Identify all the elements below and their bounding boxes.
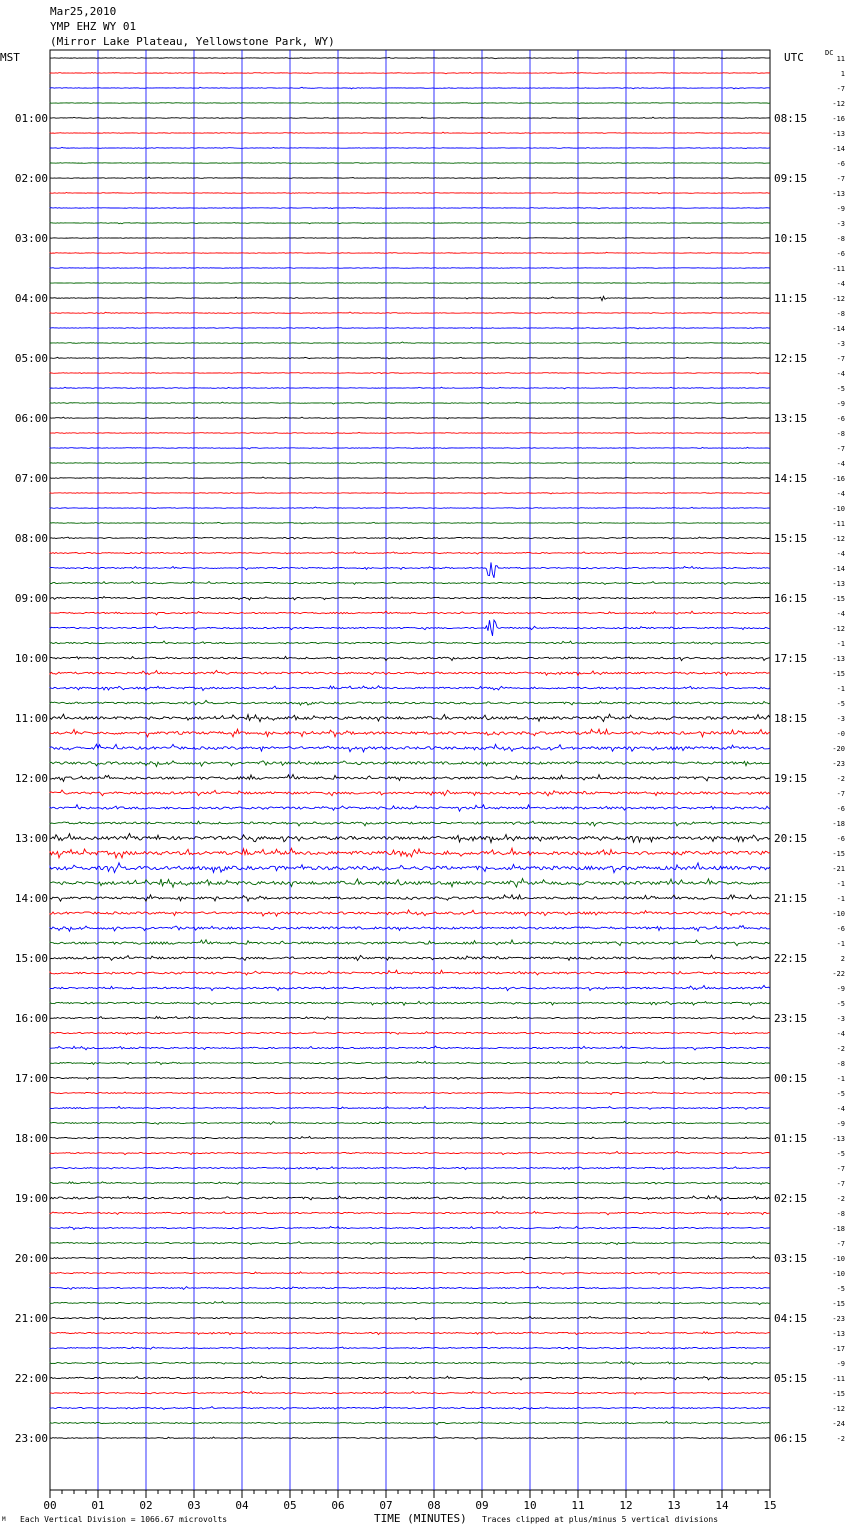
dc-offset-label: -14 <box>832 325 845 333</box>
dc-offset-label: -15 <box>832 1390 845 1398</box>
mst-hour-label: 17:00 <box>14 1072 48 1085</box>
dc-offset-label: -5 <box>836 1090 845 1098</box>
dc-offset-label: -7 <box>836 85 845 93</box>
trace-row <box>50 940 770 946</box>
dc-offset-label: -4 <box>836 1030 845 1038</box>
trace-row <box>50 492 770 494</box>
trace-row <box>50 744 770 752</box>
trace-row <box>50 1167 770 1170</box>
dc-offset-label: -22 <box>832 970 845 978</box>
dc-offset-label: -5 <box>836 385 845 393</box>
trace-row <box>50 790 770 796</box>
dc-offset-label: -4 <box>836 490 845 498</box>
trace-row <box>50 537 770 539</box>
dc-label: DC <box>825 49 834 57</box>
utc-hour-label: 19:15 <box>774 772 808 785</box>
trace-row <box>50 237 770 238</box>
dc-offset-label: -10 <box>832 910 845 918</box>
trace-row <box>50 1151 770 1154</box>
trace-row <box>50 1196 770 1201</box>
trace-row <box>50 926 770 932</box>
dc-offset-label: -2 <box>836 1435 845 1443</box>
utc-hour-label: 22:15 <box>774 952 808 965</box>
trace-row <box>50 1407 770 1410</box>
trace-row <box>50 1286 770 1289</box>
trace-row <box>50 1016 770 1019</box>
dc-offset-label: -10 <box>832 1270 845 1278</box>
dc-offset-label: -11 <box>832 520 845 528</box>
trace-row <box>50 955 770 960</box>
trace-row <box>50 656 770 660</box>
utc-hour-label: 21:15 <box>774 892 808 905</box>
dc-offset-label: -18 <box>832 820 845 828</box>
trace-row <box>50 117 770 119</box>
trace-row <box>50 670 770 675</box>
dc-offset-label: -13 <box>832 655 845 663</box>
mst-hour-label: 12:00 <box>14 772 48 785</box>
x-tick-label: 00 <box>43 1499 57 1512</box>
utc-hour-label: 03:15 <box>774 1252 808 1265</box>
dc-offset-label: -4 <box>836 370 845 378</box>
axis-labels <box>15 55 845 1512</box>
trace-row <box>50 895 770 901</box>
mst-hour-label: 19:00 <box>14 1192 48 1205</box>
utc-hour-label: 09:15 <box>774 172 808 185</box>
x-tick-label: 03 <box>187 1499 201 1512</box>
utc-hour-label: 13:15 <box>774 412 808 425</box>
dc-offset-label: -23 <box>832 1315 845 1323</box>
dc-offset-label: -4 <box>836 280 845 288</box>
dc-offset-label: -7 <box>836 175 845 183</box>
trace-row <box>50 775 770 782</box>
trace-row <box>50 1421 770 1424</box>
trace-row <box>50 1182 770 1185</box>
dc-offset-label: -15 <box>832 850 845 858</box>
dc-offset-label: -9 <box>836 205 845 213</box>
dc-offset-label: -7 <box>836 790 845 798</box>
x-tick-label: 14 <box>715 1499 729 1512</box>
mst-hour-label: 03:00 <box>14 232 48 245</box>
x-tick-label: 11 <box>571 1499 585 1512</box>
dc-offset-label: -11 <box>832 1375 845 1383</box>
x-tick-label: 09 <box>475 1499 489 1512</box>
dc-offset-label: -2 <box>836 1195 845 1203</box>
dc-offset-label: -5 <box>836 1000 845 1008</box>
dc-offset-label: -8 <box>836 235 845 243</box>
dc-offset-label: -13 <box>832 190 845 198</box>
utc-hour-label: 12:15 <box>774 352 808 365</box>
dc-offset-label: -1 <box>836 640 845 648</box>
trace-row <box>50 208 770 209</box>
trace-row <box>50 910 770 916</box>
trace-row <box>50 432 770 433</box>
dc-offset-label: -4 <box>836 460 845 468</box>
dc-offset-label: -12 <box>832 100 845 108</box>
dc-offset-label: -3 <box>836 340 845 348</box>
trace-row <box>50 879 770 888</box>
dc-offset-label: -7 <box>836 1240 845 1248</box>
trace-row <box>50 761 770 767</box>
x-tick-label: 07 <box>379 1499 393 1512</box>
station-location: (Mirror Lake Plateau, Yellowstone Park, WY) <box>50 35 335 48</box>
trace-row <box>50 193 770 194</box>
trace-row <box>50 1242 770 1245</box>
utc-hour-label: 15:15 <box>774 532 808 545</box>
mst-hour-label: 10:00 <box>14 652 48 665</box>
trace-row <box>50 597 770 601</box>
utc-hour-label: 17:15 <box>774 652 808 665</box>
dc-offset-label: -3 <box>836 715 845 723</box>
x-tick-label: 01 <box>91 1499 105 1512</box>
trace-row <box>50 985 770 990</box>
dc-offset-label: 1 <box>840 70 845 78</box>
trace-row <box>50 103 770 104</box>
dc-offset-label: -18 <box>832 1225 845 1233</box>
dc-offset-label: -8 <box>836 430 845 438</box>
trace-row <box>50 970 770 975</box>
x-axis-label: TIME (MINUTES) <box>374 1512 467 1525</box>
utc-hour-label: 20:15 <box>774 832 808 845</box>
corner-mark: M <box>2 1516 6 1523</box>
trace-row <box>50 132 770 133</box>
trace-row <box>50 147 770 148</box>
mst-hour-label: 23:00 <box>14 1432 48 1445</box>
mst-hour-label: 13:00 <box>14 832 48 845</box>
trace-row <box>50 252 770 253</box>
trace-row <box>50 1301 770 1304</box>
trace-row <box>50 87 770 89</box>
mst-hour-label: 14:00 <box>14 892 48 905</box>
dc-offset-label: -10 <box>832 505 845 513</box>
trace-row <box>50 1271 770 1274</box>
dc-offset-label: -0 <box>836 730 845 738</box>
dc-offset-label: -14 <box>832 565 845 573</box>
trace-row <box>50 1256 770 1259</box>
utc-hour-label: 06:15 <box>774 1432 808 1445</box>
grid-lines <box>50 50 770 1498</box>
utc-hour-label: 05:15 <box>774 1372 808 1385</box>
trace-row <box>50 1032 770 1035</box>
mst-hour-label: 02:00 <box>14 172 48 185</box>
trace-row <box>50 714 770 721</box>
dc-offset-label: -11 <box>832 265 845 273</box>
utc-hour-label: 10:15 <box>774 232 808 245</box>
trace-row <box>50 834 770 843</box>
clip-note: Traces clipped at plus/minus 5 vertical divisions <box>482 1515 719 1524</box>
dc-offset-label: -6 <box>836 160 845 168</box>
dc-offset-label: -13 <box>832 1135 845 1143</box>
dc-offset-label: -6 <box>836 805 845 813</box>
utc-hour-label: 14:15 <box>774 472 808 485</box>
trace-row <box>50 1391 770 1394</box>
x-tick-label: 15 <box>763 1499 777 1512</box>
trace-row <box>50 582 770 585</box>
seismic-traces <box>50 58 770 1440</box>
dc-offset-label: -7 <box>836 1165 845 1173</box>
trace-row <box>50 342 770 344</box>
trace-row <box>50 1121 770 1124</box>
dc-offset-label: -9 <box>836 1360 845 1368</box>
mst-hour-label: 21:00 <box>14 1312 48 1325</box>
trace-row <box>50 223 770 224</box>
trace-row <box>50 447 770 449</box>
x-tick-label: 05 <box>283 1499 297 1512</box>
trace-row <box>50 686 770 691</box>
dc-offset-label: -1 <box>836 685 845 693</box>
dc-offset-label: -6 <box>836 415 845 423</box>
dc-offset-label: -7 <box>836 355 845 363</box>
mst-hour-label: 22:00 <box>14 1372 48 1385</box>
dc-offset-label: -6 <box>836 925 845 933</box>
scale-note: Each Vertical Division = 1066.67 microvolts <box>20 1515 228 1524</box>
dc-offset-label: -1 <box>836 895 845 903</box>
x-tick-label: 13 <box>667 1499 681 1512</box>
dc-offset-label: -20 <box>832 745 845 753</box>
utc-hour-label: 02:15 <box>774 1192 808 1205</box>
trace-row <box>50 821 770 826</box>
trace-row <box>50 700 770 705</box>
mst-hour-label: 09:00 <box>14 592 48 605</box>
dc-offset-label: -4 <box>836 610 845 618</box>
dc-offset-label: -8 <box>836 1060 845 1068</box>
trace-row <box>50 562 770 577</box>
x-tick-label: 10 <box>523 1499 537 1512</box>
dc-offset-label: -23 <box>832 760 845 768</box>
trace-row <box>50 462 770 464</box>
utc-hour-label: 08:15 <box>774 112 808 125</box>
mst-hour-label: 04:00 <box>14 292 48 305</box>
trace-row <box>50 72 770 74</box>
plot-frame <box>50 50 770 1490</box>
dc-offset-label: -16 <box>832 475 845 483</box>
dc-offset-label: -3 <box>836 220 845 228</box>
trace-row <box>50 611 770 615</box>
trace-row <box>50 1077 770 1080</box>
mst-hour-label: 18:00 <box>14 1132 48 1145</box>
dc-offset-label: -2 <box>836 775 845 783</box>
trace-row <box>50 1046 770 1050</box>
trace-row <box>50 177 770 178</box>
dc-offset-label: -9 <box>836 985 845 993</box>
dc-offset-label: -15 <box>832 595 845 603</box>
right-timezone-label: UTC <box>784 51 804 64</box>
trace-row <box>50 373 770 374</box>
utc-hour-label: 18:15 <box>774 712 808 725</box>
utc-hour-label: 00:15 <box>774 1072 808 1085</box>
trace-row <box>50 327 770 329</box>
trace-row <box>50 1092 770 1095</box>
dc-offset-label: -6 <box>836 250 845 258</box>
trace-row <box>50 163 770 164</box>
dc-offset-label: -4 <box>836 550 845 558</box>
trace-row <box>50 1211 770 1214</box>
dc-offset-label: -13 <box>832 130 845 138</box>
trace-row <box>50 863 770 873</box>
mst-hour-label: 15:00 <box>14 952 48 965</box>
dc-offset-label: -15 <box>832 670 845 678</box>
mst-hour-label: 11:00 <box>14 712 48 725</box>
dc-offset-label: -7 <box>836 1180 845 1188</box>
mst-hour-label: 16:00 <box>14 1012 48 1025</box>
dc-offset-label: -15 <box>832 1300 845 1308</box>
dc-offset-label: -5 <box>836 700 845 708</box>
x-tick-label: 04 <box>235 1499 249 1512</box>
mst-hour-label: 01:00 <box>14 112 48 125</box>
x-tick-label: 06 <box>331 1499 345 1512</box>
trace-row <box>50 1376 770 1380</box>
trace-row <box>50 641 770 644</box>
utc-hour-label: 01:15 <box>774 1132 808 1145</box>
trace-row <box>50 357 770 359</box>
x-tick-label: 08 <box>427 1499 441 1512</box>
x-tick-label: 12 <box>619 1499 633 1512</box>
trace-row <box>50 1437 770 1439</box>
dc-offset-label: -1 <box>836 880 845 888</box>
utc-hour-label: 23:15 <box>774 1012 808 1025</box>
trace-row <box>50 312 770 313</box>
dc-offset-label: 11 <box>836 55 845 63</box>
dc-offset-label: -17 <box>832 1345 845 1353</box>
trace-row <box>50 1106 770 1109</box>
mst-hour-label: 20:00 <box>14 1252 48 1265</box>
dc-offset-label: -5 <box>836 1150 845 1158</box>
trace-row <box>50 417 770 419</box>
dc-offset-label: -1 <box>836 940 845 948</box>
trace-row <box>50 1347 770 1349</box>
dc-offset-label: -1 <box>836 1075 845 1083</box>
dc-offset-label: -9 <box>836 1120 845 1128</box>
dc-offset-label: -24 <box>832 1420 845 1428</box>
dc-offset-label: -7 <box>836 445 845 453</box>
trace-row <box>50 1001 770 1005</box>
dc-offset-label: -21 <box>832 865 845 873</box>
trace-row <box>50 283 770 284</box>
trace-row <box>50 552 770 554</box>
trace-row <box>50 296 770 300</box>
dc-offset-label: 2 <box>840 955 845 963</box>
mst-hour-label: 05:00 <box>14 352 48 365</box>
dc-offset-label: -16 <box>832 115 845 123</box>
trace-row <box>50 268 770 269</box>
utc-hour-label: 11:15 <box>774 292 808 305</box>
mst-hour-label: 06:00 <box>14 412 48 425</box>
dc-offset-label: -13 <box>832 1330 845 1338</box>
dc-offset-label: -12 <box>832 1405 845 1413</box>
trace-row <box>50 848 770 858</box>
dc-offset-label: -12 <box>832 535 845 543</box>
dc-offset-label: -8 <box>836 310 845 318</box>
chart-date: Mar25,2010 <box>50 5 117 18</box>
dc-offset-label: -4 <box>836 1105 845 1113</box>
station-code: YMP EHZ WY 01 <box>50 20 137 33</box>
x-tick-label: 02 <box>139 1499 153 1512</box>
trace-row <box>50 507 770 509</box>
trace-row <box>50 58 770 59</box>
trace-row <box>50 729 770 737</box>
trace-row <box>50 1136 770 1139</box>
trace-row <box>50 1061 770 1064</box>
dc-offset-label: -6 <box>836 835 845 843</box>
dc-offset-label: -8 <box>836 1210 845 1218</box>
trace-row <box>50 620 770 636</box>
mst-hour-label: 08:00 <box>14 532 48 545</box>
dc-offset-label: -9 <box>836 400 845 408</box>
dc-offset-label: -12 <box>832 295 845 303</box>
dc-offset-label: -14 <box>832 145 845 153</box>
dc-offset-label: -5 <box>836 1285 845 1293</box>
dc-offset-label: -13 <box>832 580 845 588</box>
dc-offset-label: -2 <box>836 1045 845 1053</box>
trace-row <box>50 387 770 389</box>
left-timezone-label: MST <box>0 51 20 64</box>
mst-hour-label: 07:00 <box>14 472 48 485</box>
trace-row <box>50 522 770 524</box>
trace-row <box>50 1226 770 1229</box>
trace-row <box>50 402 770 404</box>
trace-row <box>50 1362 770 1365</box>
dc-offset-label: -3 <box>836 1015 845 1023</box>
trace-row <box>50 1332 770 1335</box>
dc-offset-label: -12 <box>832 625 845 633</box>
dc-offset-label: -10 <box>832 1255 845 1263</box>
trace-row <box>50 477 770 478</box>
utc-hour-label: 16:15 <box>774 592 808 605</box>
trace-row <box>50 805 770 812</box>
utc-hour-label: 04:15 <box>774 1312 808 1325</box>
trace-row <box>50 1316 770 1319</box>
